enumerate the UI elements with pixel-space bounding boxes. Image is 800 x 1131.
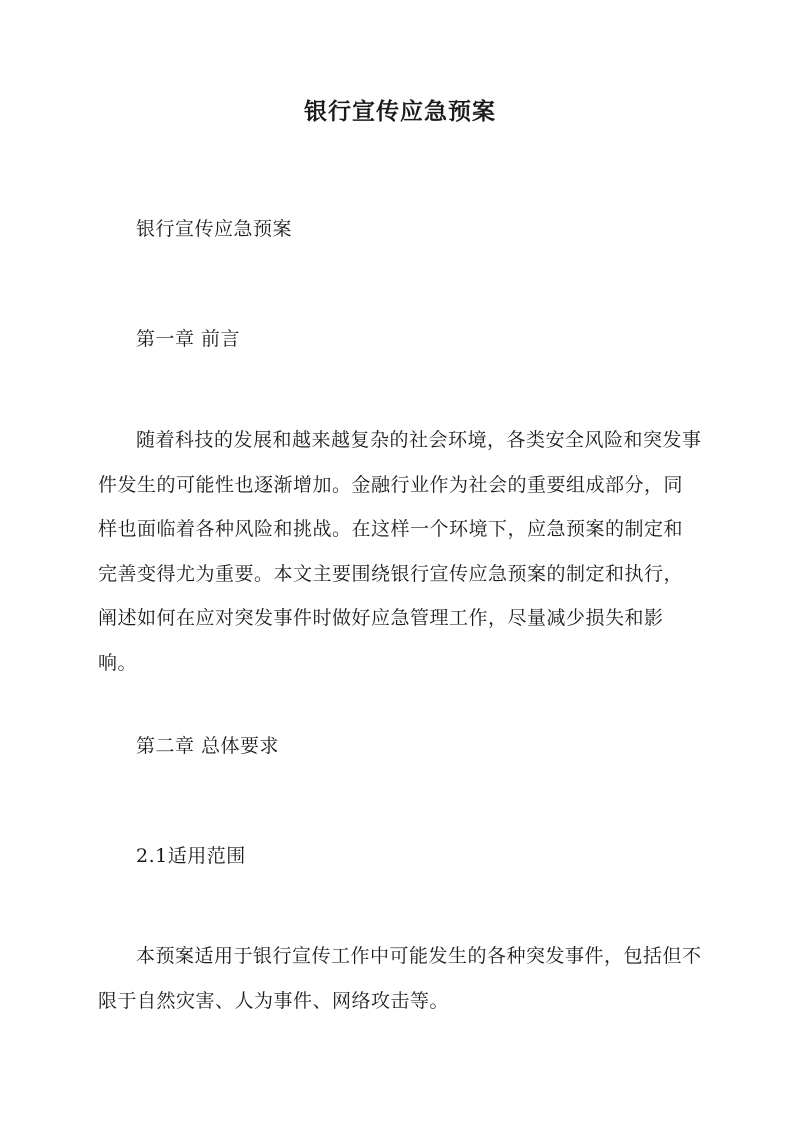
document-subtitle: 银行宣传应急预案 xyxy=(136,218,293,240)
chapter-1-paragraph: 随着科技的发展和越来越复杂的社会环境，各类安全风险和突发事件发生的可能性也逐渐增加。金融行业作为社会的重要组成部分，同样也面临着各种风险和挑战。在这样一个环境下，应急预案的制定和完善变得尤为重要。本文主要围绕银行宣传应急预案的制定和执行，阐述如何在应对突发事件时做好应急管理工作，尽量减少损失和影响。 xyxy=(98,429,702,674)
chapter-2-heading: 第二章 总体要求 xyxy=(136,735,280,757)
section-2-1-heading: 2.1适用范围 xyxy=(136,845,246,867)
section-2-1-paragraph: 本预案适用于银行宣传工作中可能发生的各种突发事件，包括但不限于自然灾害、人为事件、网络攻击等。 xyxy=(98,945,702,1012)
document-title: 银行宣传应急预案 xyxy=(304,98,496,125)
chapter-1-heading: 第一章 前言 xyxy=(136,328,241,350)
